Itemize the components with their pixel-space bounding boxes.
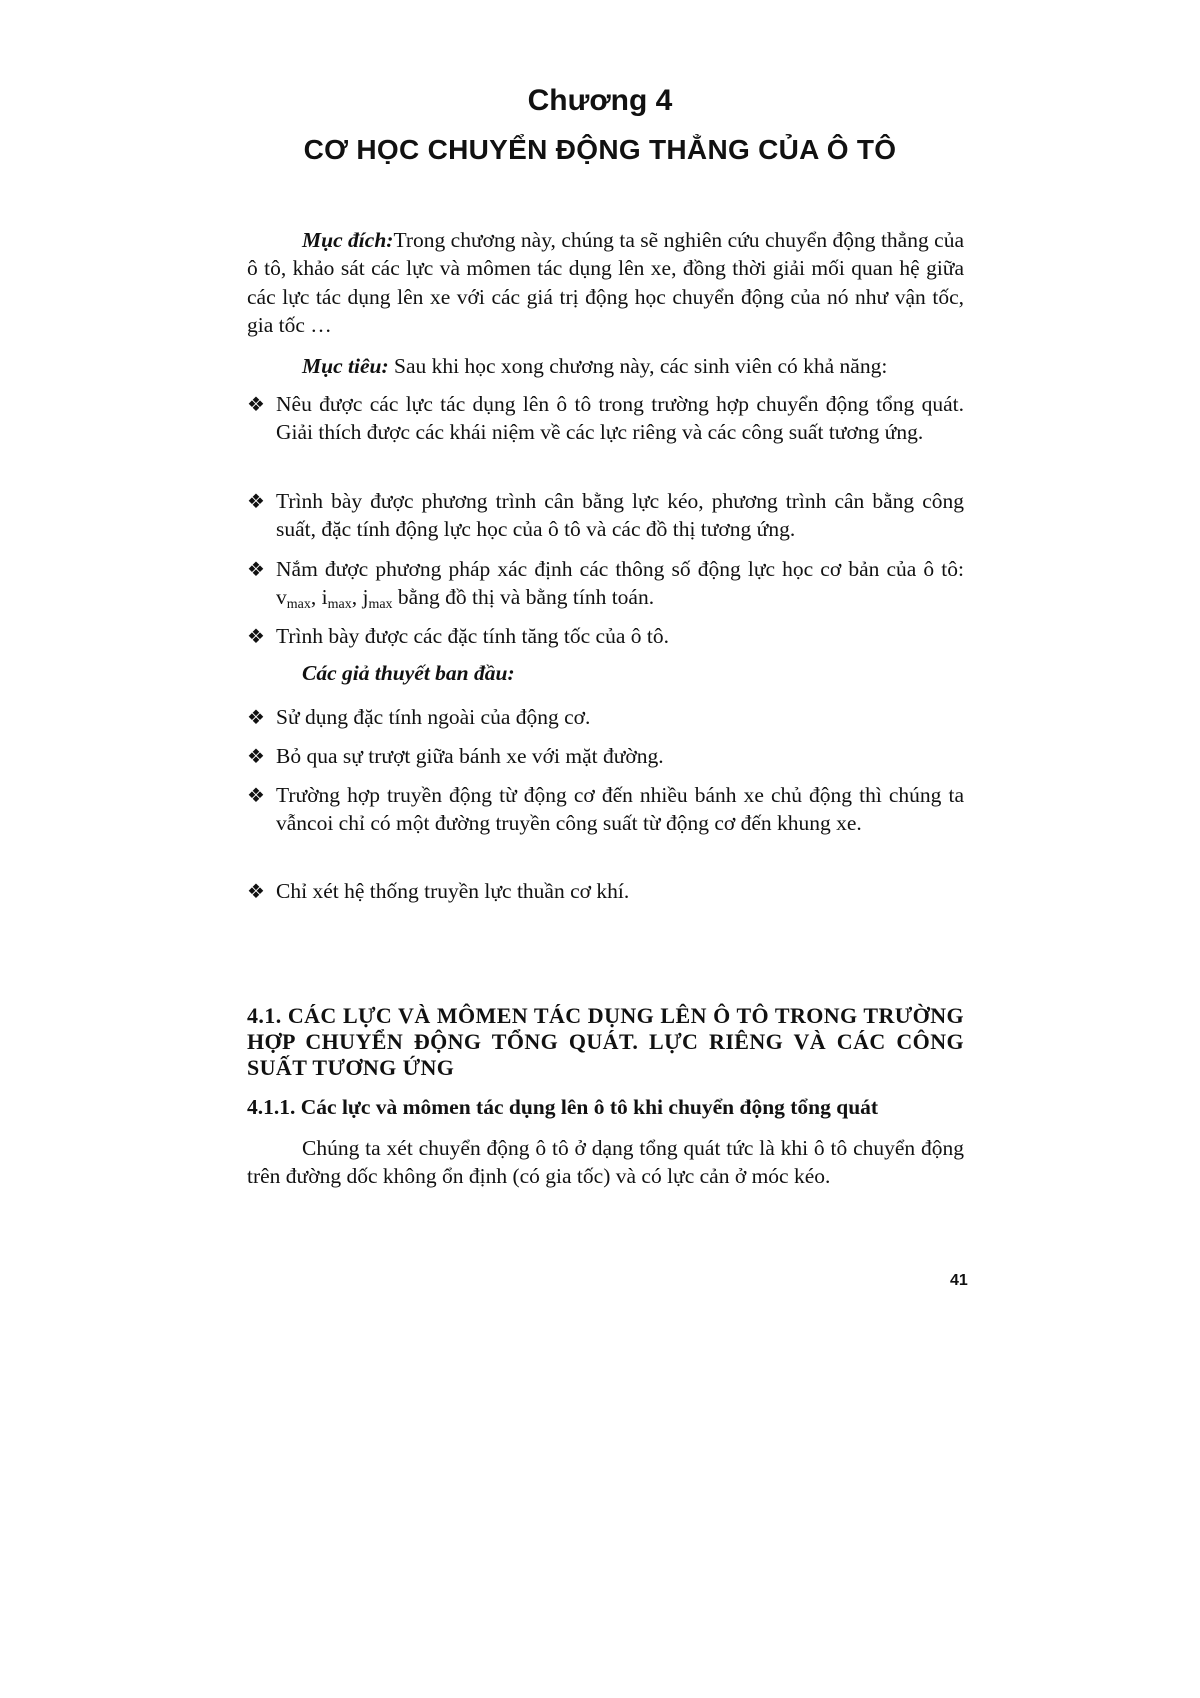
chapter-number: Chương 4	[527, 84, 673, 117]
purpose-text: Trong chương này, chúng ta sẽ nghiên cứu chuyển động thẳng của ô tô, khảo sát các lực và mômen tác dụng lên xe, đồng thời giải mối quan hệ giữa các lực tác dụng lên xe với các giá trị động học chuyển động của nó như vận tốc, gia tốc …	[247, 228, 964, 338]
bullet-diamond-icon: ❖	[247, 392, 265, 416]
objectives-text: Sau khi học xong chương này, các sinh viên có khả năng:	[388, 354, 888, 378]
assumption-item: ❖ Trường hợp truyền động từ động cơ đến nhiều bánh xe chủ động thì chúng ta vẫncoi chỉ có một đường truyền công suất từ động cơ đến khung xe.	[247, 783, 964, 836]
bullet-diamond-icon: ❖	[247, 705, 265, 729]
page-number: 41	[950, 1272, 968, 1289]
purpose-lead: Mục đích:	[302, 228, 394, 252]
objective-item: ❖ Nắm được phương pháp xác định các thông số động lực học cơ bản của ô tô: $v_{max}$, $i_{max}$, $j_{max}$ bằng đồ thị và bằng tính toán.	[247, 557, 964, 613]
assumption-item: ❖ Chỉ xét hệ thống truyền lực thuần cơ khí.	[276, 877, 964, 905]
objective-item: ❖ Trình bày được các đặc tính tăng tốc của ô tô.	[276, 622, 964, 650]
bullet-diamond-icon: ❖	[247, 879, 265, 903]
objectives-intro	[247, 352, 964, 380]
objective-item: ❖ Trình bày được phương trình cân bằng lực kéo, phương trình cân bằng công suất, đặc tính động lực học của ô tô và các đồ thị tương ứng.	[247, 489, 964, 542]
assumptions-heading: Các giả thuyết ban đầu:	[302, 661, 515, 685]
section-paragraph: Chúng ta xét chuyển động ô tô ở dạng tổng quát tức là khi ô tô chuyển động trên đường dốc không ổn định (có gia tốc) và có lực cản ở móc kéo.	[247, 1136, 964, 1189]
bullet-diamond-icon: ❖	[247, 744, 265, 768]
assumption-item: ❖ Bỏ qua sự trượt giữa bánh xe với mặt đường.	[276, 742, 964, 770]
bullet-diamond-icon: ❖	[247, 557, 265, 581]
bullet-diamond-icon: ❖	[247, 489, 265, 513]
purpose-paragraph	[247, 226, 964, 340]
section-heading: 4.1. CÁC LỰC VÀ MÔMEN TÁC DỤNG LÊN Ô TÔ TRONG TRƯỜNG HỢP CHUYỂN ĐỘNG TỔNG QUÁT. LỰC RIÊNG VÀ CÁC CÔNG SUẤT TƯƠNG ỨNG	[247, 1003, 964, 1080]
subsection-heading: 4.1.1. Các lực và mômen tác dụng lên ô tô khi chuyển động tổng quát	[247, 1095, 879, 1119]
objective-item: ❖ Nêu được các lực tác dụng lên ô tô trong trường hợp chuyển động tổng quát. Giải thích được các khái niệm về các lực riêng và các công suất tương ứng.	[247, 392, 964, 445]
bullet-diamond-icon: ❖	[247, 783, 265, 807]
objectives-lead: Mục tiêu:	[302, 354, 389, 378]
assumption-item: ❖ Sử dụng đặc tính ngoài của động cơ.	[276, 703, 964, 731]
chapter-title: CƠ HỌC CHUYỂN ĐỘNG THẲNG CỦA Ô TÔ	[303, 134, 897, 165]
bullet-diamond-icon: ❖	[247, 624, 265, 648]
